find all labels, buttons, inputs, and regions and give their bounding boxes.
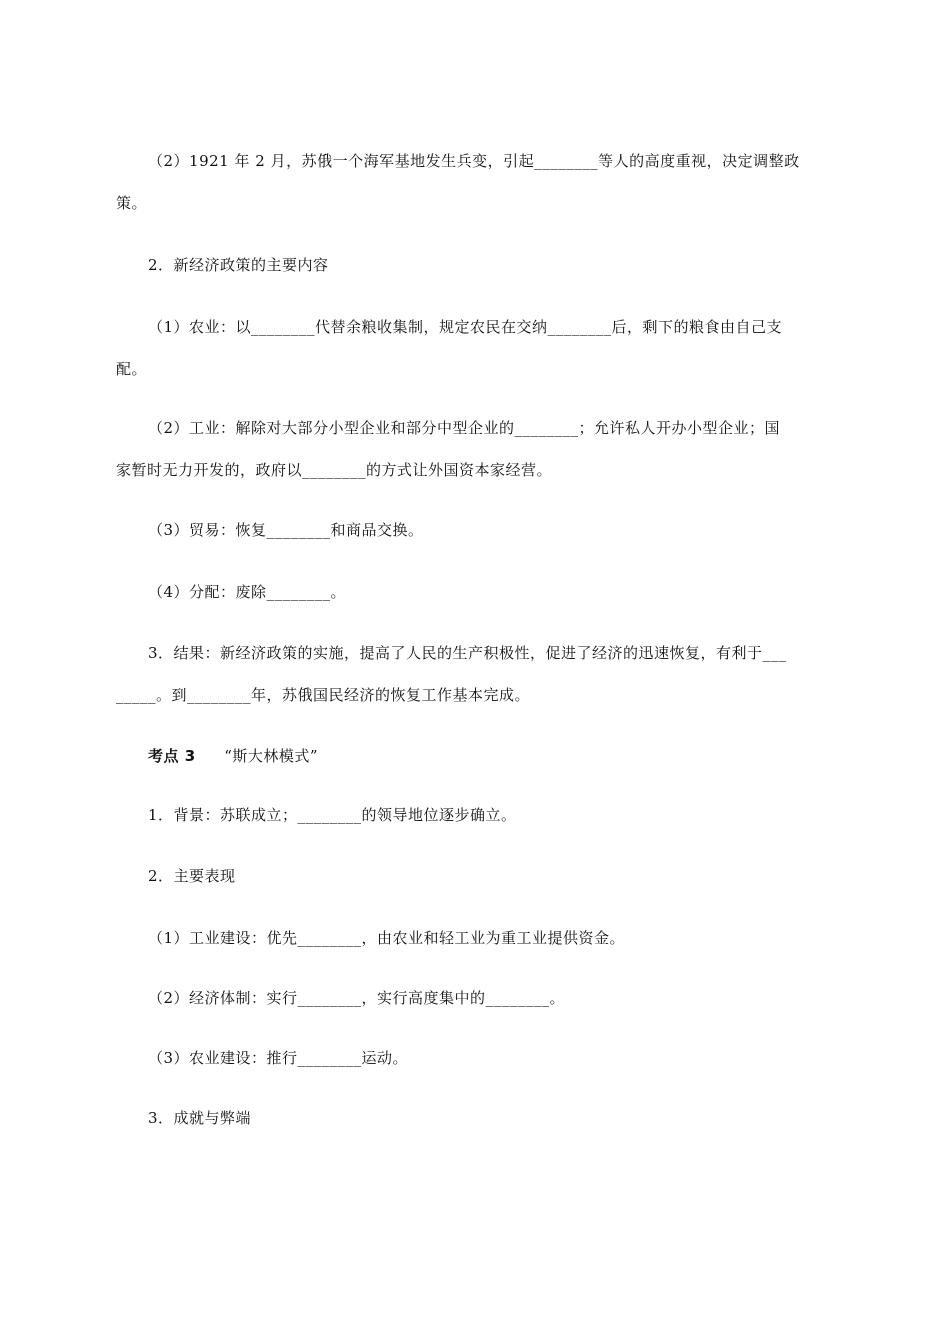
text-line-main-manifestation: 2．主要表现: [148, 867, 236, 885]
text-line-result-2: _____。到________年，苏俄国民经济的恢复工作基本完成。: [116, 686, 531, 704]
text-line-background: 1．背景：苏联成立；________的领导地位逐步确立。: [148, 806, 517, 824]
text-line-agriculture-2: 配。: [116, 360, 148, 378]
text-line-2-1: （2）1921 年 2 月，苏俄一个海军基地发生兵变，引起________等人的高度重视，决定调整政: [148, 152, 800, 170]
text-line-industry-1: （2）工业：解除对大部分小型企业和部分中型企业的________；允许私人开办小型企业；国: [148, 419, 781, 437]
text-line-result-1: 3．结果：新经济政策的实施，提高了人民的生产积极性，促进了经济的迅速恢复，有利于___: [148, 644, 787, 662]
text-line-distribution: （4）分配：废除________。: [148, 583, 347, 601]
section-heading-stalin-model: [148, 746, 318, 766]
text-line-economic-system: （2）经济体制：实行________，实行高度集中的________。: [148, 989, 566, 1007]
text-line-agricultural-construction: （3）农业建设：推行________运动。: [148, 1049, 409, 1067]
text-line-industry-2: 家暂时无力开发的，政府以________的方式让外国资本家经营。: [116, 461, 553, 479]
text-line-agriculture-1: （1）农业：以________代替余粮收集制，规定农民在交纳________后，剩下的粮食由自己支: [148, 318, 783, 336]
text-line-industrial-construction: （1）工业建设：优先________，由农业和轻工业为重工业提供资金。: [148, 929, 626, 947]
text-line-2-2: 策。: [116, 194, 148, 212]
text-line-trade: （3）贸易：恢复________和商品交换。: [148, 521, 424, 539]
text-line-achievements: 3．成就与弊端: [148, 1109, 252, 1127]
section-label: 考点 3: [148, 747, 196, 765]
section-title: “斯大林模式”: [224, 747, 319, 765]
section-heading-main-content: 2．新经济政策的主要内容: [148, 256, 329, 274]
